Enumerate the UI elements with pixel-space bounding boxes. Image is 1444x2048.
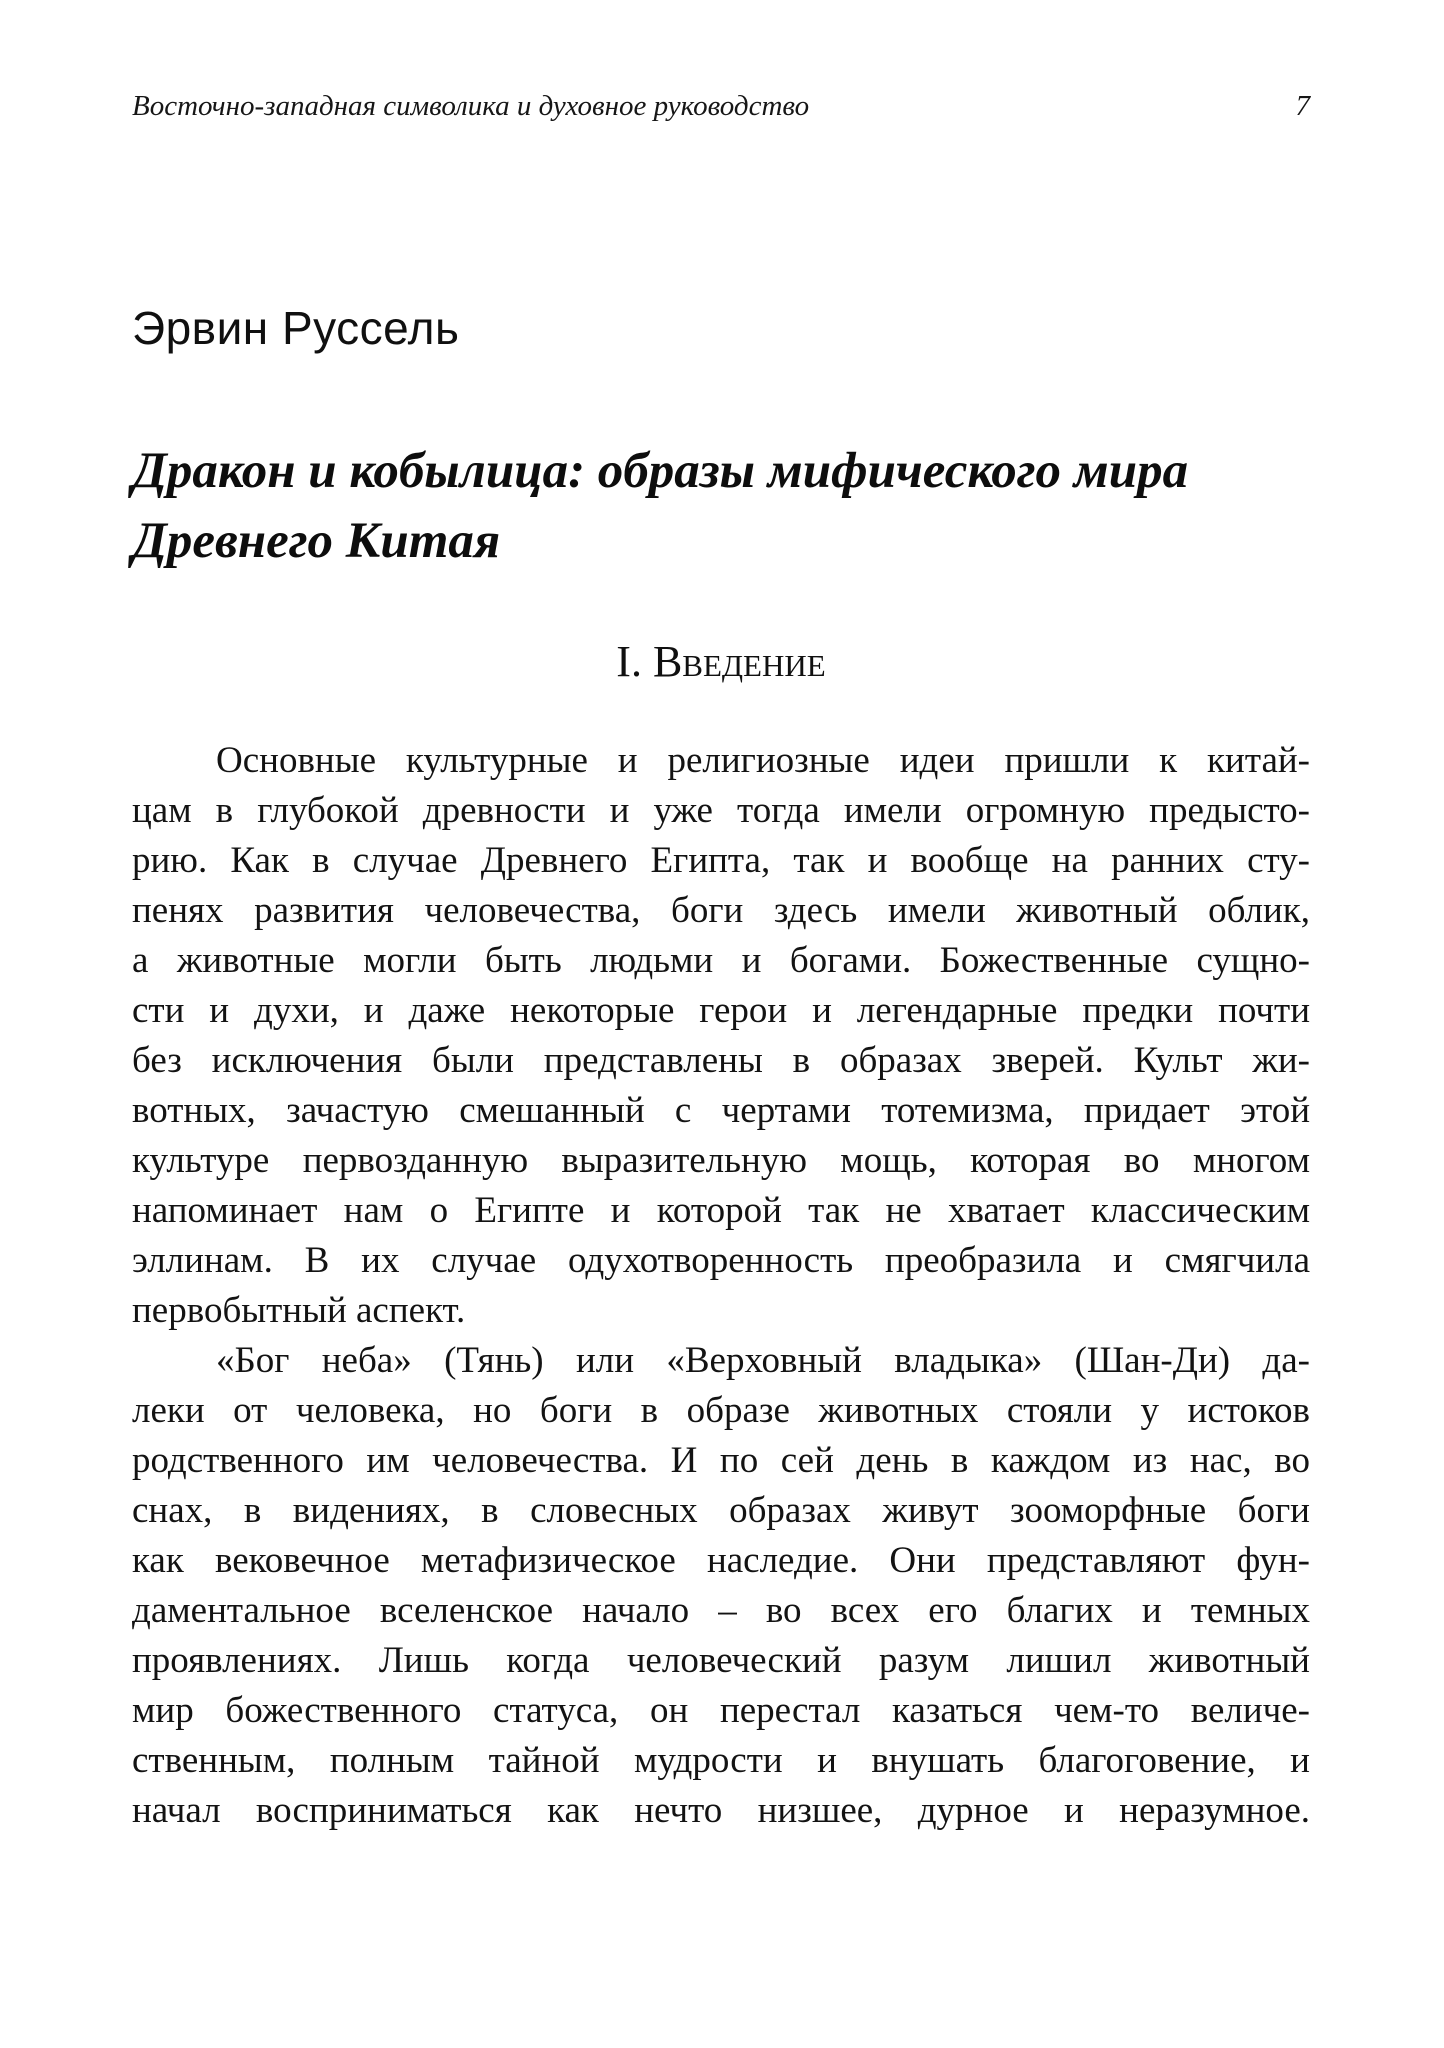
- body-line: начал восприниматься как нечто низшее, дурное и неразумное.: [132, 1790, 1310, 1831]
- body-line: культуре первозданную выразительную мощь, которая во многом: [132, 1140, 1310, 1181]
- body-line: эллинам. В их случае одухотворенность преобразила и смягчила: [132, 1240, 1310, 1281]
- body-line: сти и духи, и даже некоторые герои и легендарные предки почти: [132, 990, 1310, 1031]
- author-name: Эрвин Руссель: [132, 302, 460, 354]
- body-line: даментальное вселенское начало – во всех его благих и темных: [132, 1590, 1310, 1631]
- body-line: «Бог неба» (Тянь) или «Верховный владыка» (Шан-Ди) да-: [216, 1340, 1310, 1381]
- body-line: пенях развития человечества, боги здесь имели животный облик,: [132, 890, 1310, 931]
- body-line: напоминает нам о Египте и которой так не хватает классическим: [132, 1190, 1310, 1231]
- body-line: снах, в видениях, в словесных образах живут зооморфные боги: [132, 1490, 1310, 1531]
- body-line: леки от человека, но боги в образе животных стояли у истоков: [132, 1390, 1310, 1431]
- article-title: [132, 436, 1312, 576]
- body-line: цам в глубокой древности и уже тогда имели огромную предысто-: [132, 790, 1310, 831]
- article-title-line1: Дракон и кобылица: образы мифического мира: [132, 443, 1189, 499]
- running-header-title: Восточно-западная символика и духовное руководство: [132, 90, 810, 122]
- body-line: проявлениях. Лишь когда человеческий разум лишил животный: [132, 1640, 1310, 1681]
- body-text: [132, 736, 1310, 1836]
- body-line: как вековечное метафизическое наследие. Они представляют фун-: [132, 1540, 1310, 1581]
- body-line: ственным, полным тайной мудрости и внушать благоговение, и: [132, 1740, 1310, 1781]
- body-line: первобытный аспект.: [132, 1290, 466, 1331]
- body-line: рию. Как в случае Древнего Египта, так и вообще на ранних сту-: [132, 840, 1310, 881]
- body-line: мир божественного статуса, он перестал казаться чем-то величе-: [132, 1690, 1310, 1731]
- body-line: без исключения были представлены в образах зверей. Культ жи-: [132, 1040, 1310, 1081]
- article-title-line2: Древнего Китая: [132, 513, 501, 569]
- body-line: Основные культурные и религиозные идеи пришли к китай-: [216, 740, 1310, 781]
- section-heading: I. Введение: [616, 637, 826, 686]
- page-number: 7: [1295, 90, 1310, 122]
- running-header: [132, 88, 1310, 124]
- body-line: а животные могли быть людьми и богами. Божественные сущно-: [132, 940, 1310, 981]
- body-line: вотных, зачастую смешанный с чертами тотемизма, придает этой: [132, 1090, 1310, 1131]
- body-line: родственного им человечества. И по сей день в каждом из нас, во: [132, 1440, 1310, 1481]
